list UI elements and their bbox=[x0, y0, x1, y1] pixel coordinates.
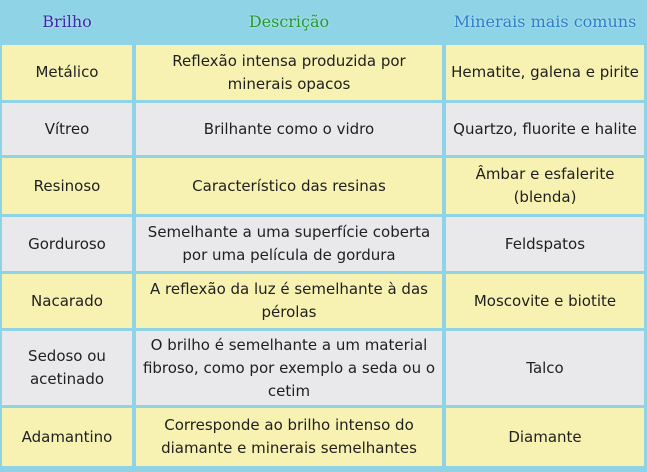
cell-descricao: Brilhante como o vidro bbox=[136, 103, 442, 155]
cell-brilho: Resinoso bbox=[2, 158, 132, 214]
cell-minerais: Âmbar e esfalerite (blenda) bbox=[446, 158, 644, 214]
cell-brilho: Sedoso ou acetinado bbox=[2, 331, 132, 405]
cell-descricao: Semelhante a uma superfície coberta por uma película de gordura bbox=[136, 217, 442, 271]
cell-brilho: Metálico bbox=[2, 45, 132, 100]
cell-minerais: Talco bbox=[446, 331, 644, 405]
cell-minerais: Diamante bbox=[446, 408, 644, 466]
cell-brilho: Nacarado bbox=[2, 274, 132, 328]
cell-descricao: Reflexão intensa produzida por minerais opacos bbox=[136, 45, 442, 100]
header-descricao: Descrição bbox=[248, 11, 330, 31]
cell-minerais: Quartzo, fluorite e halite bbox=[446, 103, 644, 155]
cell-descricao: Corresponde ao brilho intenso do diamante e minerais semelhantes bbox=[136, 408, 442, 466]
cell-brilho: Gorduroso bbox=[2, 217, 132, 271]
cell-brilho: Vítreo bbox=[2, 103, 132, 155]
cell-minerais: Hematite, galena e pirite bbox=[446, 45, 644, 100]
header-brilho: Brilho bbox=[42, 11, 92, 31]
cell-minerais: Moscovite e biotite bbox=[446, 274, 644, 328]
cell-minerais: Feldspatos bbox=[446, 217, 644, 271]
cell-descricao: Característico das resinas bbox=[136, 158, 442, 214]
cell-descricao: O brilho é semelhante a um material fibroso, como por exemplo a seda ou o cetim bbox=[136, 331, 442, 405]
cell-descricao: A reflexão da luz é semelhante à das pérolas bbox=[136, 274, 442, 328]
cell-brilho: Adamantino bbox=[2, 408, 132, 466]
header-minerais: Minerais mais comuns bbox=[453, 11, 637, 31]
